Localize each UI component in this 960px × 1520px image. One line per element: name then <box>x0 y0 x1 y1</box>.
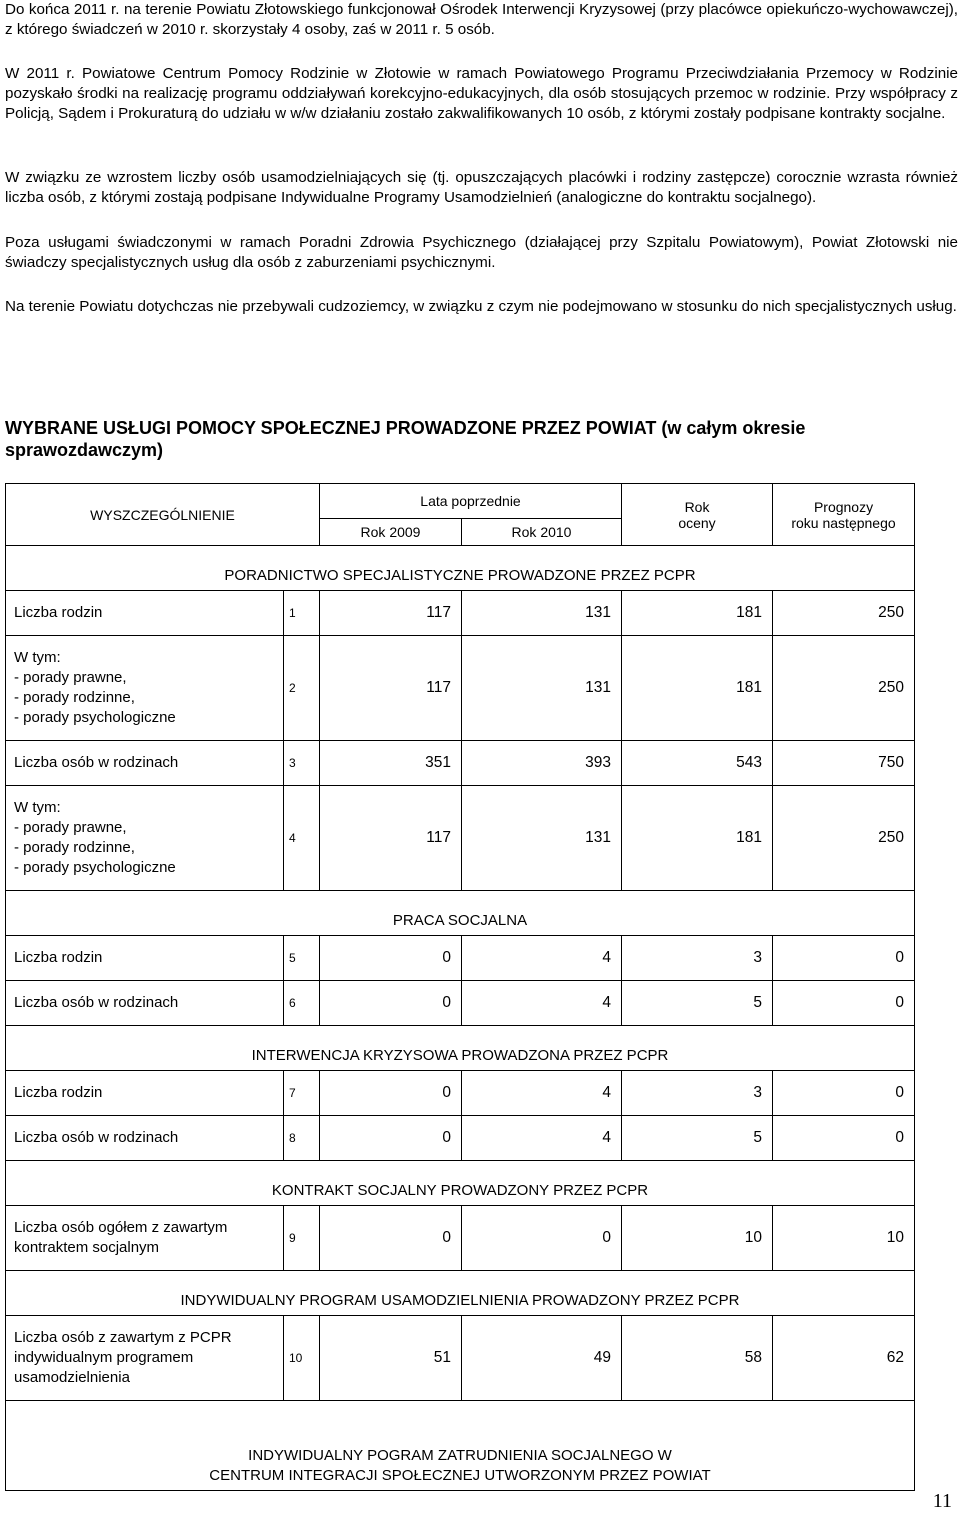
row-label <box>6 636 284 741</box>
header-rok-oceny <box>622 484 773 546</box>
section-header-row <box>6 1161 915 1206</box>
value-rok-2010: 4 <box>462 1071 622 1116</box>
row-number: 8 <box>284 1116 320 1161</box>
value-rok-oceny: 543 <box>622 741 773 786</box>
row-label <box>6 1116 284 1161</box>
value-prognozy: 10 <box>773 1206 915 1271</box>
value-rok-oceny: 181 <box>622 786 773 891</box>
paragraph-osrodek-interwencji: Do końca 2011 r. na terenie Powiatu Złotowskiego funkcjonował Ośrodek Interwencji Kryzysowej (przy placówce opiekuńczo-wychowawczej), z którego świadczeń w 2010 r. skorzystały 4 osoby, zaś w 2011 r. 5 osób. <box>5 1 958 38</box>
row-label-line: indywidualnym programem <box>14 1349 194 1366</box>
value-rok-2009: 0 <box>320 936 462 981</box>
value-rok-oceny: 58 <box>622 1316 773 1401</box>
header-rok-2009: Rok 2009 <box>320 519 462 546</box>
row-label-line: Liczba osób w rodzinach <box>14 994 179 1011</box>
value-rok-2010: 0 <box>462 1206 622 1271</box>
value-rok-2010: 131 <box>462 786 622 891</box>
value-rok-oceny: 5 <box>622 1116 773 1161</box>
row-label-line: kontraktem socjalnym <box>14 1239 160 1256</box>
section-header-row <box>6 1271 915 1316</box>
header-lata-poprzednie: Lata poprzednie <box>320 484 622 519</box>
value-prognozy: 0 <box>773 1071 915 1116</box>
row-number: 3 <box>284 741 320 786</box>
row-number: 4 <box>284 786 320 891</box>
row-number: 7 <box>284 1071 320 1116</box>
value-rok-2009: 0 <box>320 1206 462 1271</box>
section-title: PORADNICTWO SPECJALISTYCZNE PROWADZONE PRZEZ PCPR <box>6 546 915 591</box>
header-wyszczegolnienie: WYSZCZEGÓLNIENIE <box>6 484 320 546</box>
table-row <box>6 591 915 636</box>
page-number: 11 <box>932 1490 952 1512</box>
table-row <box>6 981 915 1026</box>
row-number: 9 <box>284 1206 320 1271</box>
value-prognozy: 250 <box>773 591 915 636</box>
table-row <box>6 636 915 741</box>
table-row <box>6 1206 915 1271</box>
value-rok-2010: 4 <box>462 936 622 981</box>
table-row <box>6 1116 915 1161</box>
value-rok-2009: 0 <box>320 1071 462 1116</box>
row-label <box>6 981 284 1026</box>
value-prognozy: 750 <box>773 741 915 786</box>
table-row <box>6 936 915 981</box>
row-label <box>6 936 284 981</box>
header-prognozy-line-1: Prognozy <box>813 498 874 515</box>
row-number: 5 <box>284 936 320 981</box>
row-number: 1 <box>284 591 320 636</box>
table-row <box>6 741 915 786</box>
services-table <box>5 483 915 1491</box>
paragraph-zdrowie-psychiczne: Poza usługami świadczonymi w ramach Poradni Zdrowia Psychicznego (działającej przy Szpitalu Powiatowym), Powiat Złotowski nie świadczy specjalistycznych usług dla osób z zaburzeniami psychicznymi. <box>5 234 958 271</box>
section-title-line: CENTRUM INTEGRACJI SPOŁECZNEJ UTWORZONYM PRZEZ POWIAT <box>209 1467 711 1484</box>
value-prognozy: 0 <box>773 981 915 1026</box>
table-row <box>6 1316 915 1401</box>
header-prognozy <box>773 484 915 546</box>
row-label-line: - porady prawne, <box>14 819 127 836</box>
row-label-line: W tym: <box>14 799 61 816</box>
row-label-line: - porady rodzinne, <box>14 689 135 706</box>
row-label <box>6 1206 284 1271</box>
value-rok-2010: 4 <box>462 981 622 1026</box>
value-rok-2009: 117 <box>320 591 462 636</box>
value-rok-2010: 49 <box>462 1316 622 1401</box>
value-prognozy: 0 <box>773 1116 915 1161</box>
section-header-row <box>6 891 915 936</box>
section-title: INDYWIDUALNY PROGRAM USAMODZIELNIENIA PROWADZONY PRZEZ PCPR <box>6 1271 915 1316</box>
row-label-line: Liczba osób w rodzinach <box>14 754 179 771</box>
table-row <box>6 786 915 891</box>
row-label-line: Liczba rodzin <box>14 1084 103 1101</box>
section-heading: WYBRANE USŁUGI POMOCY SPOŁECZNEJ PROWADZONE PRZEZ POWIAT (w całym okresie sprawozdawczym) <box>5 418 806 460</box>
row-label-line: Liczba rodzin <box>14 604 103 621</box>
row-label <box>6 1071 284 1116</box>
value-prognozy: 62 <box>773 1316 915 1401</box>
row-number: 2 <box>284 636 320 741</box>
section-title: PRACA SOCJALNA <box>6 891 915 936</box>
section-title <box>6 1401 915 1491</box>
value-rok-oceny: 181 <box>622 636 773 741</box>
value-rok-2009: 117 <box>320 636 462 741</box>
row-label-line: Liczba rodzin <box>14 949 103 966</box>
header-rok-oceny-line-1: Rok <box>684 498 710 515</box>
row-number: 6 <box>284 981 320 1026</box>
table-header-row <box>6 484 915 519</box>
paragraph-usamodzielnienia: W związku ze wzrostem liczby osób usamodzielniających się (tj. opuszczających placówki i rodziny zastępcze) corocznie wzrasta również liczba osób, z którymi zostają podpisane Indywidualne Programy Usamodzielnień (analogiczne do kontraktu socjalnego). <box>5 169 958 206</box>
row-label-line: Liczba osób w rodzinach <box>14 1129 179 1146</box>
value-rok-oceny: 181 <box>622 591 773 636</box>
row-label <box>6 1316 284 1401</box>
value-rok-2010: 393 <box>462 741 622 786</box>
value-rok-2009: 51 <box>320 1316 462 1401</box>
value-rok-oceny: 5 <box>622 981 773 1026</box>
section-title-line: INDYWIDUALNY POGRAM ZATRUDNIENIA SOCJALNEGO W <box>248 1447 672 1464</box>
row-label-line: W tym: <box>14 649 61 666</box>
section-title: INTERWENCJA KRYZYSOWA PROWADZONA PRZEZ PCPR <box>6 1026 915 1071</box>
value-rok-oceny: 3 <box>622 936 773 981</box>
value-rok-oceny: 3 <box>622 1071 773 1116</box>
row-label <box>6 591 284 636</box>
row-label-line: - porady prawne, <box>14 669 127 686</box>
value-rok-oceny: 10 <box>622 1206 773 1271</box>
header-rok-oceny-line-2: oceny <box>678 514 716 531</box>
row-number: 10 <box>284 1316 320 1401</box>
header-rok-2010: Rok 2010 <box>462 519 622 546</box>
table-row <box>6 1071 915 1116</box>
row-label <box>6 786 284 891</box>
section-title: KONTRAKT SOCJALNY PROWADZONY PRZEZ PCPR <box>6 1161 915 1206</box>
row-label-line: - porady psychologiczne <box>14 709 176 726</box>
row-label-line: Liczba osób ogółem z zawartym <box>14 1219 228 1236</box>
section-header-row <box>6 546 915 591</box>
value-rok-2009: 0 <box>320 981 462 1026</box>
value-prognozy: 250 <box>773 786 915 891</box>
value-rok-2010: 131 <box>462 636 622 741</box>
value-rok-2009: 117 <box>320 786 462 891</box>
value-rok-2009: 351 <box>320 741 462 786</box>
row-label <box>6 741 284 786</box>
value-prognozy: 0 <box>773 936 915 981</box>
value-prognozy: 250 <box>773 636 915 741</box>
row-label-line: usamodzielnienia <box>14 1369 130 1386</box>
value-rok-2010: 131 <box>462 591 622 636</box>
header-prognozy-line-2: roku następnego <box>791 514 896 531</box>
row-label-line: Liczba osób z zawartym z PCPR <box>14 1329 232 1346</box>
paragraph-przeciwdzialanie-przemocy: W 2011 r. Powiatowe Centrum Pomocy Rodzinie w Złotowie w ramach Powiatowego Programu Przeciwdziałania Przemocy w Rodzinie pozyskało środki na realizację programu oddziaływań korekcyjno-edukacyjnych, dla osób stosujących przemoc w rodzinie. Przy współpracy z Policją, Sądem i Prokuraturą do udziału w w/w działaniu zostało zakwalifikowanych 10 osób, z którymi zostały podpisane kontrakty socjalne. <box>5 65 958 122</box>
row-label-line: - porady rodzinne, <box>14 839 135 856</box>
section-header-row <box>6 1026 915 1071</box>
section-header-row <box>6 1401 915 1491</box>
value-rok-2010: 4 <box>462 1116 622 1161</box>
row-label-line: - porady psychologiczne <box>14 859 176 876</box>
paragraph-cudzoziemcy: Na terenie Powiatu dotychczas nie przebywali cudzoziemcy, w związku z czym nie podejmowano w stosunku do nich specjalistycznych usług. <box>5 298 957 315</box>
value-rok-2009: 0 <box>320 1116 462 1161</box>
